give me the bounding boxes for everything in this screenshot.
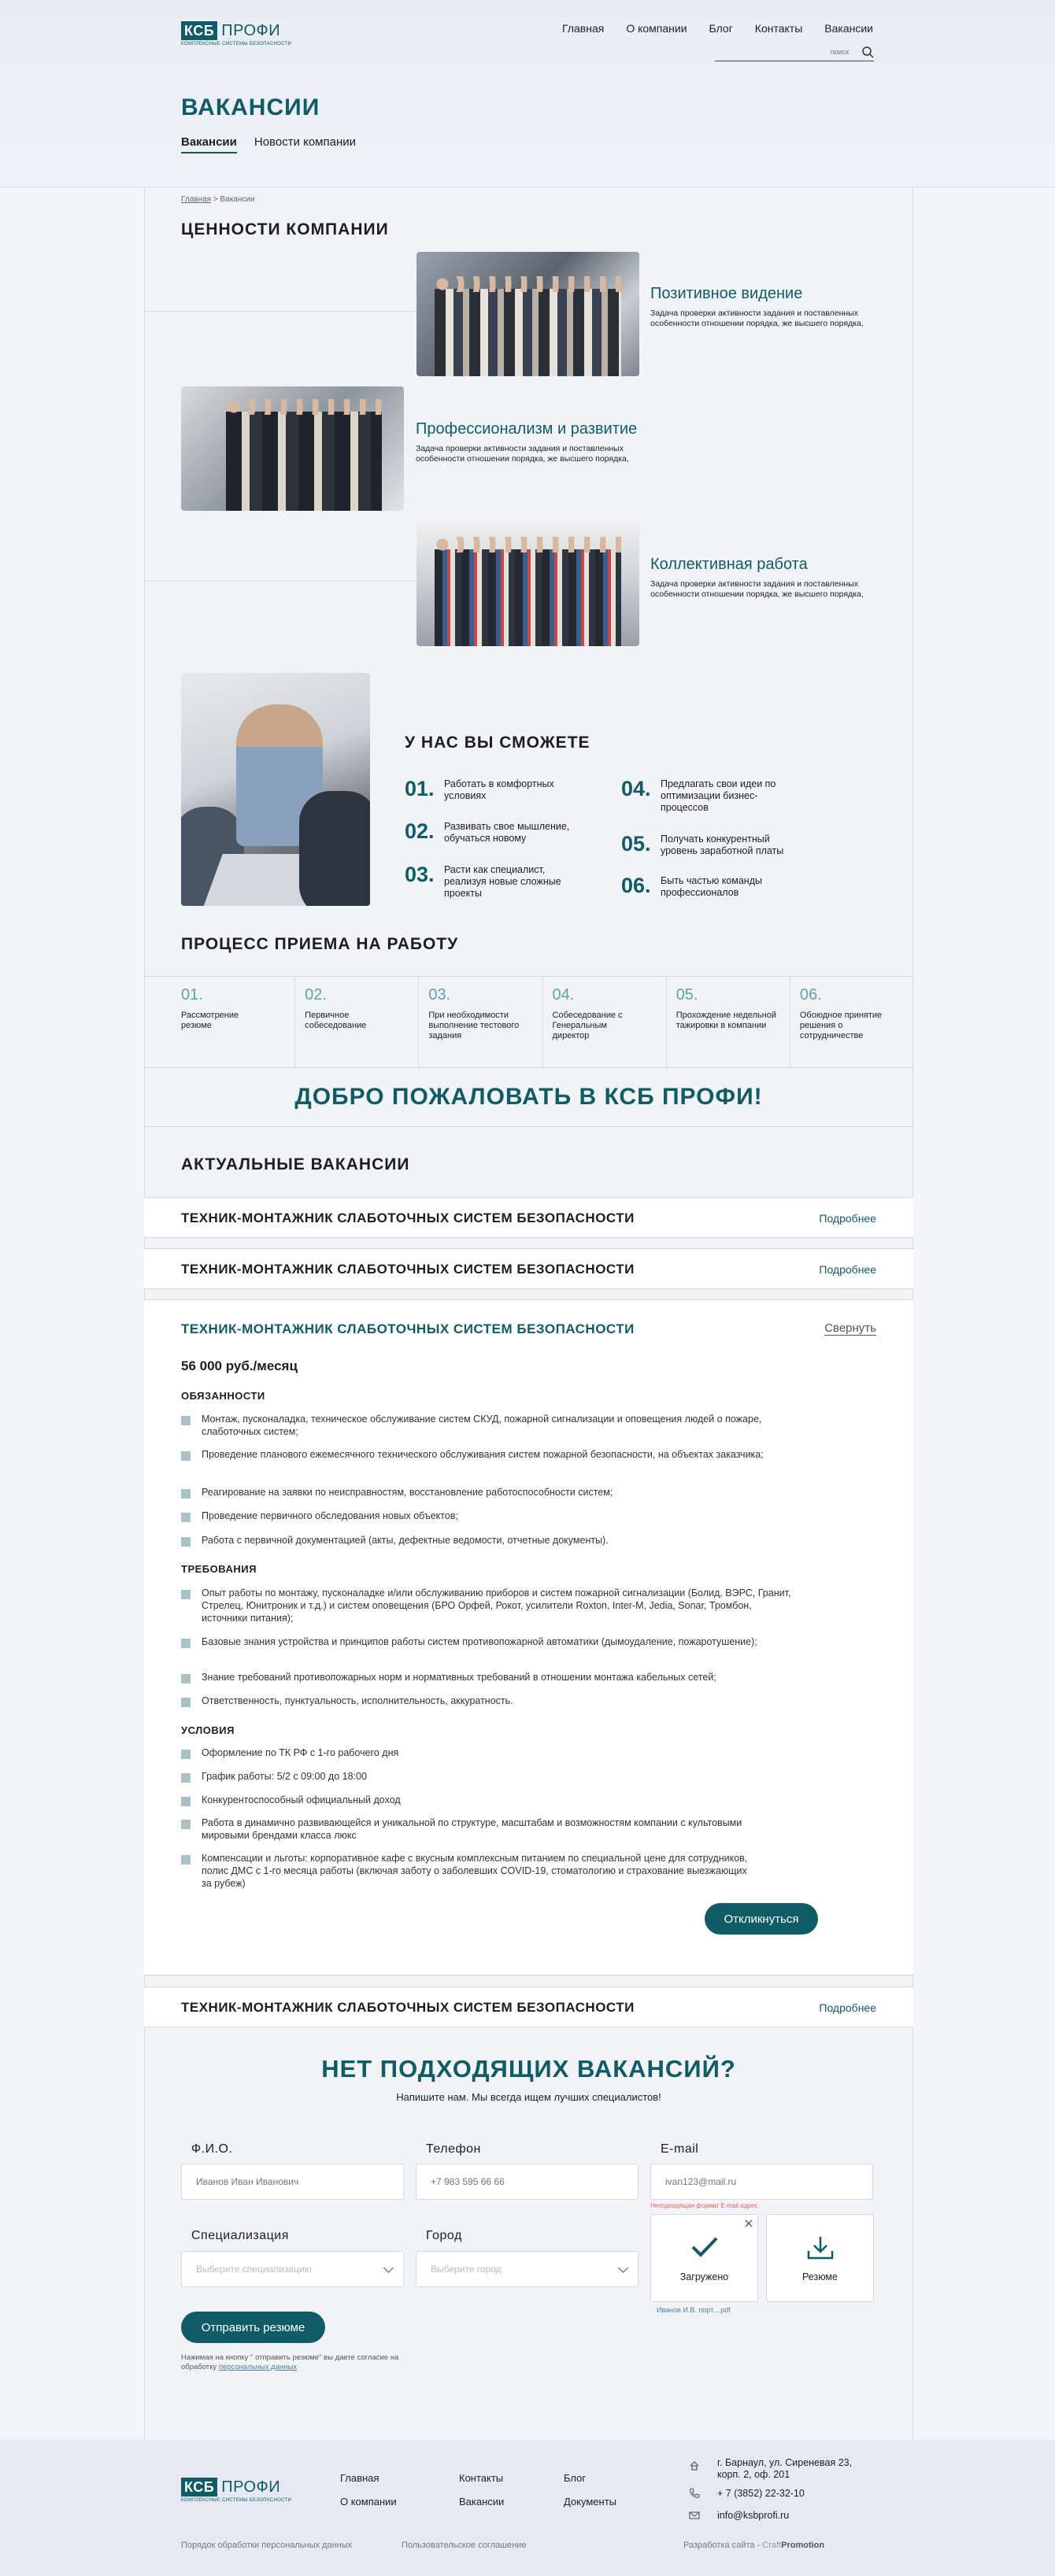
consent-note: [181, 2353, 402, 2372]
phone-input[interactable]: [416, 2164, 639, 2200]
tab-vacancies[interactable]: Вакансии: [181, 135, 237, 153]
phone-label: Телефон: [426, 2142, 481, 2156]
nav-home[interactable]: Главная: [562, 22, 605, 35]
vacancies-title: АКТУАЛЬНЫЕ ВАКАНСИИ: [181, 1155, 410, 1173]
close-icon[interactable]: [745, 2219, 753, 2227]
process-step: [667, 977, 790, 1067]
value-text-positive: Задача проверки активности задания и поставленных особенности отношении порядка, же высшего порядка,: [650, 309, 864, 328]
logo-word: ПРОФИ: [221, 2478, 281, 2496]
search-icon[interactable]: [861, 46, 874, 58]
vacancy-title: ТЕХНИК-МОНТАЖНИК СЛАБОТОЧНЫХ СИСТЕМ БЕЗОПАСНОСТИ: [181, 2000, 635, 2015]
duty-item: Проведение первичного обследования новых объектов;: [181, 1510, 795, 1522]
main-nav: [562, 22, 873, 35]
vacancy-expanded: [144, 1299, 913, 1975]
footer-nav-blog[interactable]: Блог: [564, 2472, 587, 2484]
logo-box: КСБ: [181, 21, 217, 40]
value-title-collective: Коллективная работа: [650, 556, 808, 573]
team-photo-professional: [181, 386, 404, 511]
footer-nav-home[interactable]: Главная: [340, 2472, 379, 2484]
step-number: 04.: [552, 986, 575, 1003]
benefit-number: 05.: [621, 832, 651, 856]
form-title: НЕТ ПОДХОДЯЩИХ ВАКАНСИЙ?: [321, 2055, 736, 2083]
value-title-positive: Позитивное видение: [650, 285, 803, 302]
vacancy-title: ТЕХНИК-МОНТАЖНИК СЛАБОТОЧНЫХ СИСТЕМ БЕЗОПАСНОСТИ: [181, 1321, 635, 1336]
requirement-item: Опыт работы по монтажу, пусконаладке и/или обслуживанию приборов и систем пожарной сигнализации (Болид, ВЭРС, Гранит, Стрелец, Юнитроник и т.д.) и систем оповещения (БРО Орфей, Рокот, усилители Roxton, Inter-M, Jedia, Sonar, Тромбон, источники питания);: [181, 1587, 795, 1624]
developer-promotion: Promotion: [781, 2541, 825, 2550]
vacancy-more-link[interactable]: Подробнее: [819, 1212, 876, 1225]
requirement-item: Ответственность, пунктуальность, исполнительность, аккуратность.: [181, 1695, 795, 1707]
vacancy-title: ТЕХНИК-МОНТАЖНИК СЛАБОТОЧНЫХ СИСТЕМ БЕЗОПАСНОСТИ: [181, 1210, 635, 1225]
fio-label: Ф.И.О.: [191, 2142, 233, 2156]
step-number: 03.: [428, 986, 451, 1003]
footer-nav-contacts[interactable]: Контакты: [459, 2472, 504, 2484]
page-tabs: [181, 135, 356, 153]
step-text: Обоюдное принятие решения о сотрудничестве: [799, 1011, 883, 1040]
fio-input[interactable]: [181, 2164, 404, 2200]
requirement-item: Знание требований противопожарных норм и нормативных требований в отношении монтажа кабельных сетей;: [181, 1671, 795, 1683]
benefit-item: [405, 777, 570, 802]
process-step: [790, 977, 913, 1067]
developer-craft: Craft: [762, 2541, 782, 2550]
upload-done-box[interactable]: [650, 2214, 758, 2302]
search-bar: [715, 44, 874, 61]
benefit-text: Расти как специалист, реализуя новые сложные проекты: [444, 864, 561, 899]
step-text: Рассмотрение резюме: [181, 1011, 239, 1030]
process-title: ПРОЦЕСС ПРИЕМА НА РАБОТУ: [181, 935, 459, 953]
process-step: [543, 977, 667, 1067]
home-icon: [689, 2460, 700, 2471]
value-title-professional: Профессионализм и развитие: [416, 420, 638, 438]
values-title: ЦЕННОСТИ КОМПАНИИ: [181, 220, 389, 238]
benefit-item: [621, 874, 783, 899]
value-text-collective: Задача проверки активности задания и поставленных особенности отношении порядка, же высшего порядка,: [650, 579, 864, 599]
logo[interactable]: [181, 21, 292, 46]
consent-link[interactable]: персональных данных: [218, 2363, 298, 2371]
step-number: 02.: [305, 986, 327, 1003]
footer: [0, 2440, 1055, 2576]
duties-title: ОБЯЗАННОСТИ: [181, 1390, 265, 1402]
email-input[interactable]: [650, 2164, 873, 2200]
process-step: [295, 977, 419, 1067]
form-subtitle: Напишите нам. Мы всегда ищем лучших специалистов!: [396, 2091, 661, 2103]
nav-contacts[interactable]: Контакты: [754, 22, 803, 35]
condition-item: Компенсации и льготы: корпоративное кафе с вкусным комплексным питанием по специальной цене для сотрудников, полис ДМС с 1-го месяца работы (включая заботу о заболевших COVID-19, стоматологию и страхование выезжающих за рубеж): [181, 1852, 756, 1890]
uploaded-file-name[interactable]: Иванов И.В. порт....pdf: [657, 2306, 731, 2314]
header: [0, 0, 1055, 187]
step-text: При необходимости выполнение тестового задания: [428, 1011, 520, 1040]
city-label: Город: [426, 2229, 462, 2242]
benefit-text: Быть частью команды профессионалов: [661, 875, 762, 898]
breadcrumb-current: Вакансии: [220, 195, 255, 204]
condition-item: График работы: 5/2 с 09:00 до 18:00: [181, 1770, 795, 1783]
benefit-number: 04.: [621, 777, 651, 800]
process-step: [144, 977, 295, 1067]
check-icon: [690, 2235, 719, 2259]
city-select[interactable]: [416, 2251, 639, 2287]
benefit-item: [405, 819, 590, 844]
conditions-title: УСЛОВИЯ: [181, 1724, 235, 1736]
vacancy-more-link[interactable]: Подробнее: [819, 2001, 876, 2014]
email-label: E-mail: [661, 2142, 699, 2156]
search-input[interactable]: [715, 45, 849, 56]
breadcrumb-separator: >: [211, 195, 220, 204]
benefit-number: 06.: [621, 874, 651, 897]
duty-item: Работа с первичной документацией (акты, дефектные ведомости, отчетные документы).: [181, 1534, 795, 1547]
footer-nav-about[interactable]: О компании: [340, 2496, 397, 2508]
process-step: [419, 977, 542, 1067]
team-photo-positive: [416, 252, 639, 376]
resume-label: Резюме: [802, 2271, 838, 2282]
specialization-label: Специализация: [191, 2229, 289, 2242]
developer-prefix: Разработка сайта -: [683, 2541, 763, 2550]
breadcrumb: [181, 195, 255, 204]
step-text: Первичное собеседование: [305, 1011, 367, 1030]
benefit-item: [405, 863, 566, 900]
nav-about[interactable]: О компании: [626, 22, 687, 35]
breadcrumb-home[interactable]: Главная: [181, 195, 212, 204]
value-text-professional: Задача проверки активности задания и поставленных особенности отношении порядка, же высшего порядка,: [416, 444, 629, 464]
can-title: У НАС ВЫ СМОЖЕТЕ: [405, 734, 590, 752]
uploaded-label: Загружено: [679, 2271, 729, 2282]
condition-item: Конкурентоспособный официальный доход: [181, 1794, 795, 1806]
specialization-placeholder: Выберите специализацию: [196, 2264, 312, 2275]
step-text: Собеседование с Генеральным директор: [552, 1011, 623, 1040]
duty-item: Монтаж, пусконаладка, техническое обслуживание систем СКУД, пожарной сигнализации и оповещения людей о пожаре, слаботочных систем;: [181, 1413, 795, 1438]
divider: [144, 311, 416, 312]
requirements-title: ТРЕБОВАНИЯ: [181, 1563, 257, 1575]
benefit-number: 03.: [405, 863, 435, 886]
vacancy-more-link[interactable]: Подробнее: [819, 1263, 876, 1276]
benefit-item: [621, 832, 806, 857]
developer-credit[interactable]: [683, 2541, 824, 2550]
step-number: 05.: [676, 986, 698, 1003]
requirement-item: Базовые знания устройства и принципов работы систем противопожарной автоматики (дымоудаление, пожаротушение);: [181, 1635, 795, 1648]
logo-subtitle: КОМПЛЕКСНЫЕ СИСТЕМЫ БЕЗОПАСНОСТИ: [181, 42, 292, 46]
step-number: 06.: [799, 986, 822, 1003]
benefit-text: Развивать свое мышление, обучаться новому: [444, 821, 570, 844]
footer-phone[interactable]: + 7 (3852) 22-32-10: [717, 2488, 805, 2499]
vacancy-row[interactable]: [144, 1197, 913, 1238]
submit-resume-button[interactable]: Отправить резюме: [181, 2312, 325, 2343]
vacancy-row[interactable]: [144, 1987, 913, 2027]
team-photo-collective: [416, 522, 639, 646]
phone-icon: [689, 2488, 700, 2499]
email-error: Неподходящая формат E-mail адрес: [650, 2202, 758, 2209]
nav-vacancies[interactable]: Вакансии: [824, 22, 873, 35]
consent-text: Нажимая на кнопку " отправить резюме" вы даете согласие на обработку: [181, 2353, 399, 2371]
logo-word: ПРОФИ: [221, 22, 281, 39]
benefit-text: Получать конкурентный уровень заработной платы: [661, 833, 784, 856]
upload-icon: [806, 2235, 835, 2260]
process-steps: [144, 976, 913, 1068]
footer-email[interactable]: info@ksbprofi.ru: [717, 2510, 790, 2521]
benefit-item: [621, 777, 783, 814]
benefit-text: Предлагать свои идеи по оптимизации бизнес-процессов: [661, 778, 776, 813]
condition-item: Оформление по ТК РФ с 1-го рабочего дня: [181, 1746, 795, 1759]
divider: [144, 581, 416, 582]
welcome-banner: ДОБРО ПОЖАЛОВАТЬ В КСБ ПРОФИ!: [144, 1068, 913, 1127]
city-placeholder: Выберите город: [431, 2264, 502, 2275]
vacancy-row[interactable]: [144, 1248, 913, 1289]
condition-item: Работа в динамично развивающейся и уникальной по структуре, масштабам и возможностям компании с культовыми мировыми брендами класса люкс: [181, 1817, 756, 1842]
logo-subtitle: КОМПЛЕКСНЫЕ СИСТЕМЫ БЕЗОПАСНОСТИ: [181, 2498, 292, 2503]
no-vacancies-section: [144, 2031, 913, 2103]
vacancy-title: ТЕХНИК-МОНТАЖНИК СЛАБОТОЧНЫХ СИСТЕМ БЕЗОПАСНОСТИ: [181, 1262, 635, 1277]
benefit-number: 01.: [405, 777, 435, 800]
step-text: Прохождение недельной тажировки в компании: [676, 1011, 776, 1030]
office-photo: [181, 673, 370, 906]
logo-box: КСБ: [181, 2478, 217, 2497]
tab-news[interactable]: Новости компании: [254, 135, 357, 149]
upload-resume-box[interactable]: [766, 2214, 874, 2302]
benefit-text: Работать в комфортных условиях: [444, 778, 554, 801]
nav-blog[interactable]: Блог: [709, 22, 733, 35]
step-number: 01.: [181, 986, 203, 1003]
specialization-select[interactable]: [181, 2251, 404, 2287]
mail-icon: [689, 2510, 700, 2521]
page-title: ВАКАНСИИ: [181, 94, 320, 120]
duty-item: Реагирование на заявки по неисправностям, восстановление работоспособности систем;: [181, 1486, 795, 1499]
footer-nav-vacancies[interactable]: Вакансии: [459, 2496, 505, 2508]
footer-address: г. Барнаул, ул. Сиреневая 23, корп. 2, оф. 201: [717, 2457, 853, 2480]
benefit-number: 02.: [405, 819, 435, 843]
apply-button[interactable]: Откликнуться: [705, 1903, 818, 1935]
privacy-link[interactable]: Порядок обработки персональных данных: [181, 2541, 353, 2550]
vacancy-salary: 56 000 руб./месяц: [181, 1358, 298, 1373]
vacancy-collapse-link[interactable]: Свернуть: [824, 1321, 876, 1335]
duty-item: Проведение планового ежемесячного технического обслуживания систем пожарной безопасности, на объектах заказчика;: [181, 1448, 795, 1461]
footer-logo[interactable]: [181, 2478, 292, 2503]
footer-nav-documents[interactable]: Документы: [564, 2496, 617, 2508]
agreement-link[interactable]: Пользовательское соглашение: [402, 2541, 527, 2550]
